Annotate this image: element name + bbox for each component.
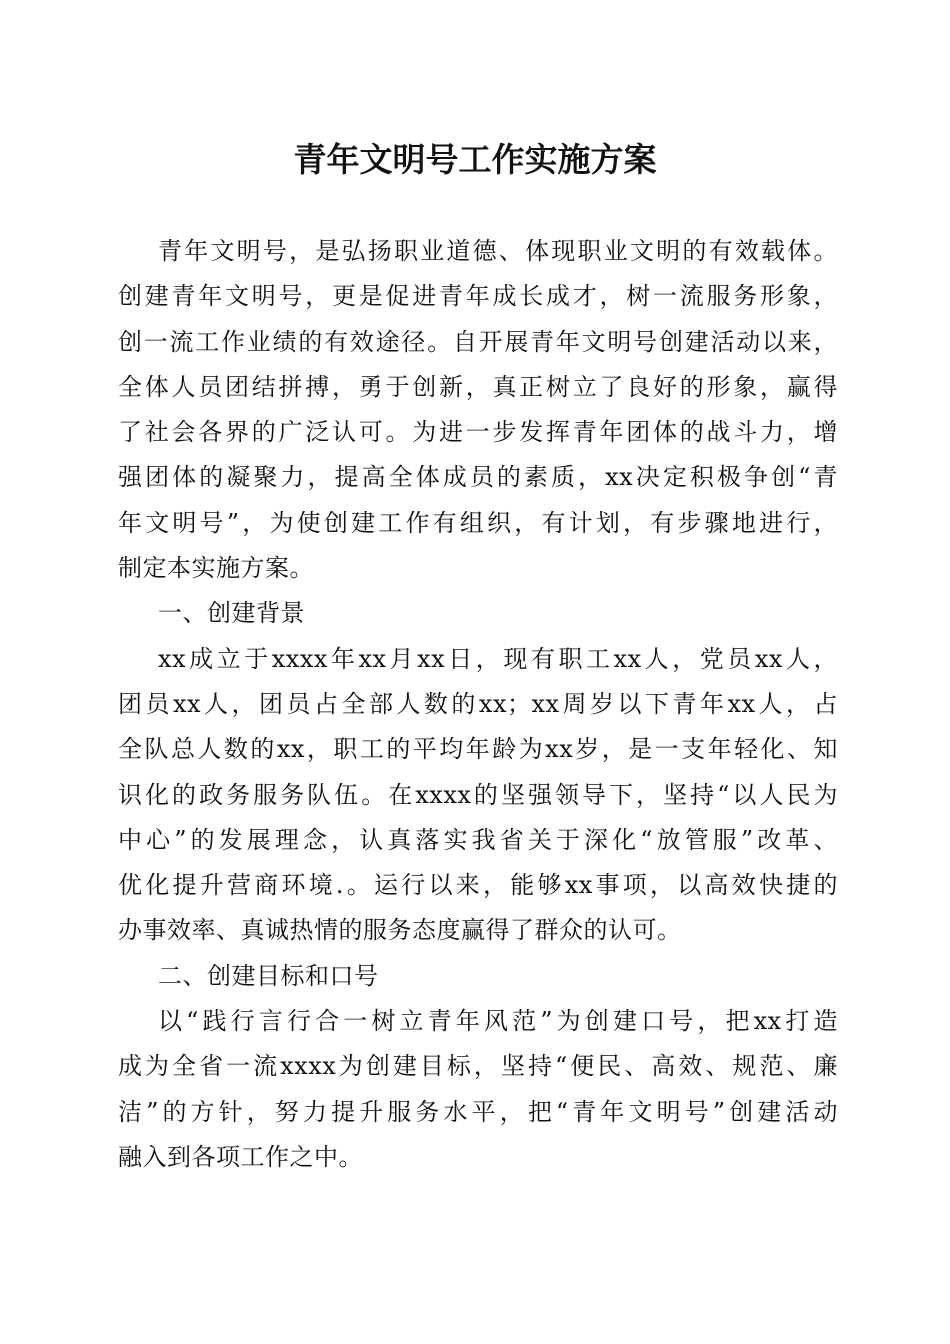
section2-line: 成为全省一流xxxx为创建目标，坚持“便民、高效、规范、廉	[118, 1052, 838, 1081]
intro-line: 创建青年文明号，更是促进青年成长成才，树一流服务形象，	[118, 282, 838, 311]
section1-line: 团员xx人，团员占全部人数的xx；xx周岁以下青年xx人，占	[118, 689, 838, 718]
intro-line: 创一流工作业绩的有效途径。自开展青年文明号创建活动以来，	[118, 327, 838, 356]
section1-line: 全队总人数的xx，职工的平均年龄为xx岁，是一支年轻化、知	[118, 735, 838, 764]
section1-line: 中心”的发展理念，认真落实我省关于深化“放管服”改革、	[118, 825, 838, 854]
section2-line: 融入到各项工作之中。	[118, 1142, 363, 1171]
intro-line: 青年文明号，是弘扬职业道德、体现职业文明的有效载体。	[158, 237, 838, 265]
intro-line: 强团体的凝聚力，提高全体成员的素质，xx决定积极争创“青	[118, 463, 838, 492]
intro-line: 全体人员团结拼搏，勇于创新，真正树立了良好的形象，赢得	[118, 372, 838, 401]
section1-line: xx成立于xxxx年xx月xx日，现有职工xx人，党员xx人，	[158, 644, 838, 673]
section-heading-goals: 二、创建目标和口号	[158, 961, 379, 990]
section2-line: 以“践行言行合一树立青年风范”为创建口号，把xx打造	[158, 1007, 838, 1036]
section1-line: 优化提升营商环境.。运行以来，能够xx事项，以高效快捷的	[118, 871, 838, 900]
intro-line: 制定本实施方案。	[118, 554, 314, 583]
section1-line: 办事效率、真诚热情的服务态度赢得了群众的认可。	[118, 916, 682, 945]
intro-paragraph	[118, 229, 838, 1180]
document-title: 青年文明号工作实施方案	[293, 140, 657, 179]
section1-line: 识化的政务服务队伍。在xxxx的坚强领导下，坚持“以人民为	[118, 780, 838, 809]
intro-line: 了社会各界的广泛认可。为进一步发挥青年团体的战斗力，增	[118, 418, 838, 447]
section-heading-background: 一、创建背景	[158, 599, 305, 628]
intro-line: 年文明号”，为使创建工作有组织，有计划，有步骤地进行，	[118, 508, 838, 537]
section2-line: 洁”的方针，努力提升服务水平，把“青年文明号”创建活动	[118, 1097, 838, 1126]
